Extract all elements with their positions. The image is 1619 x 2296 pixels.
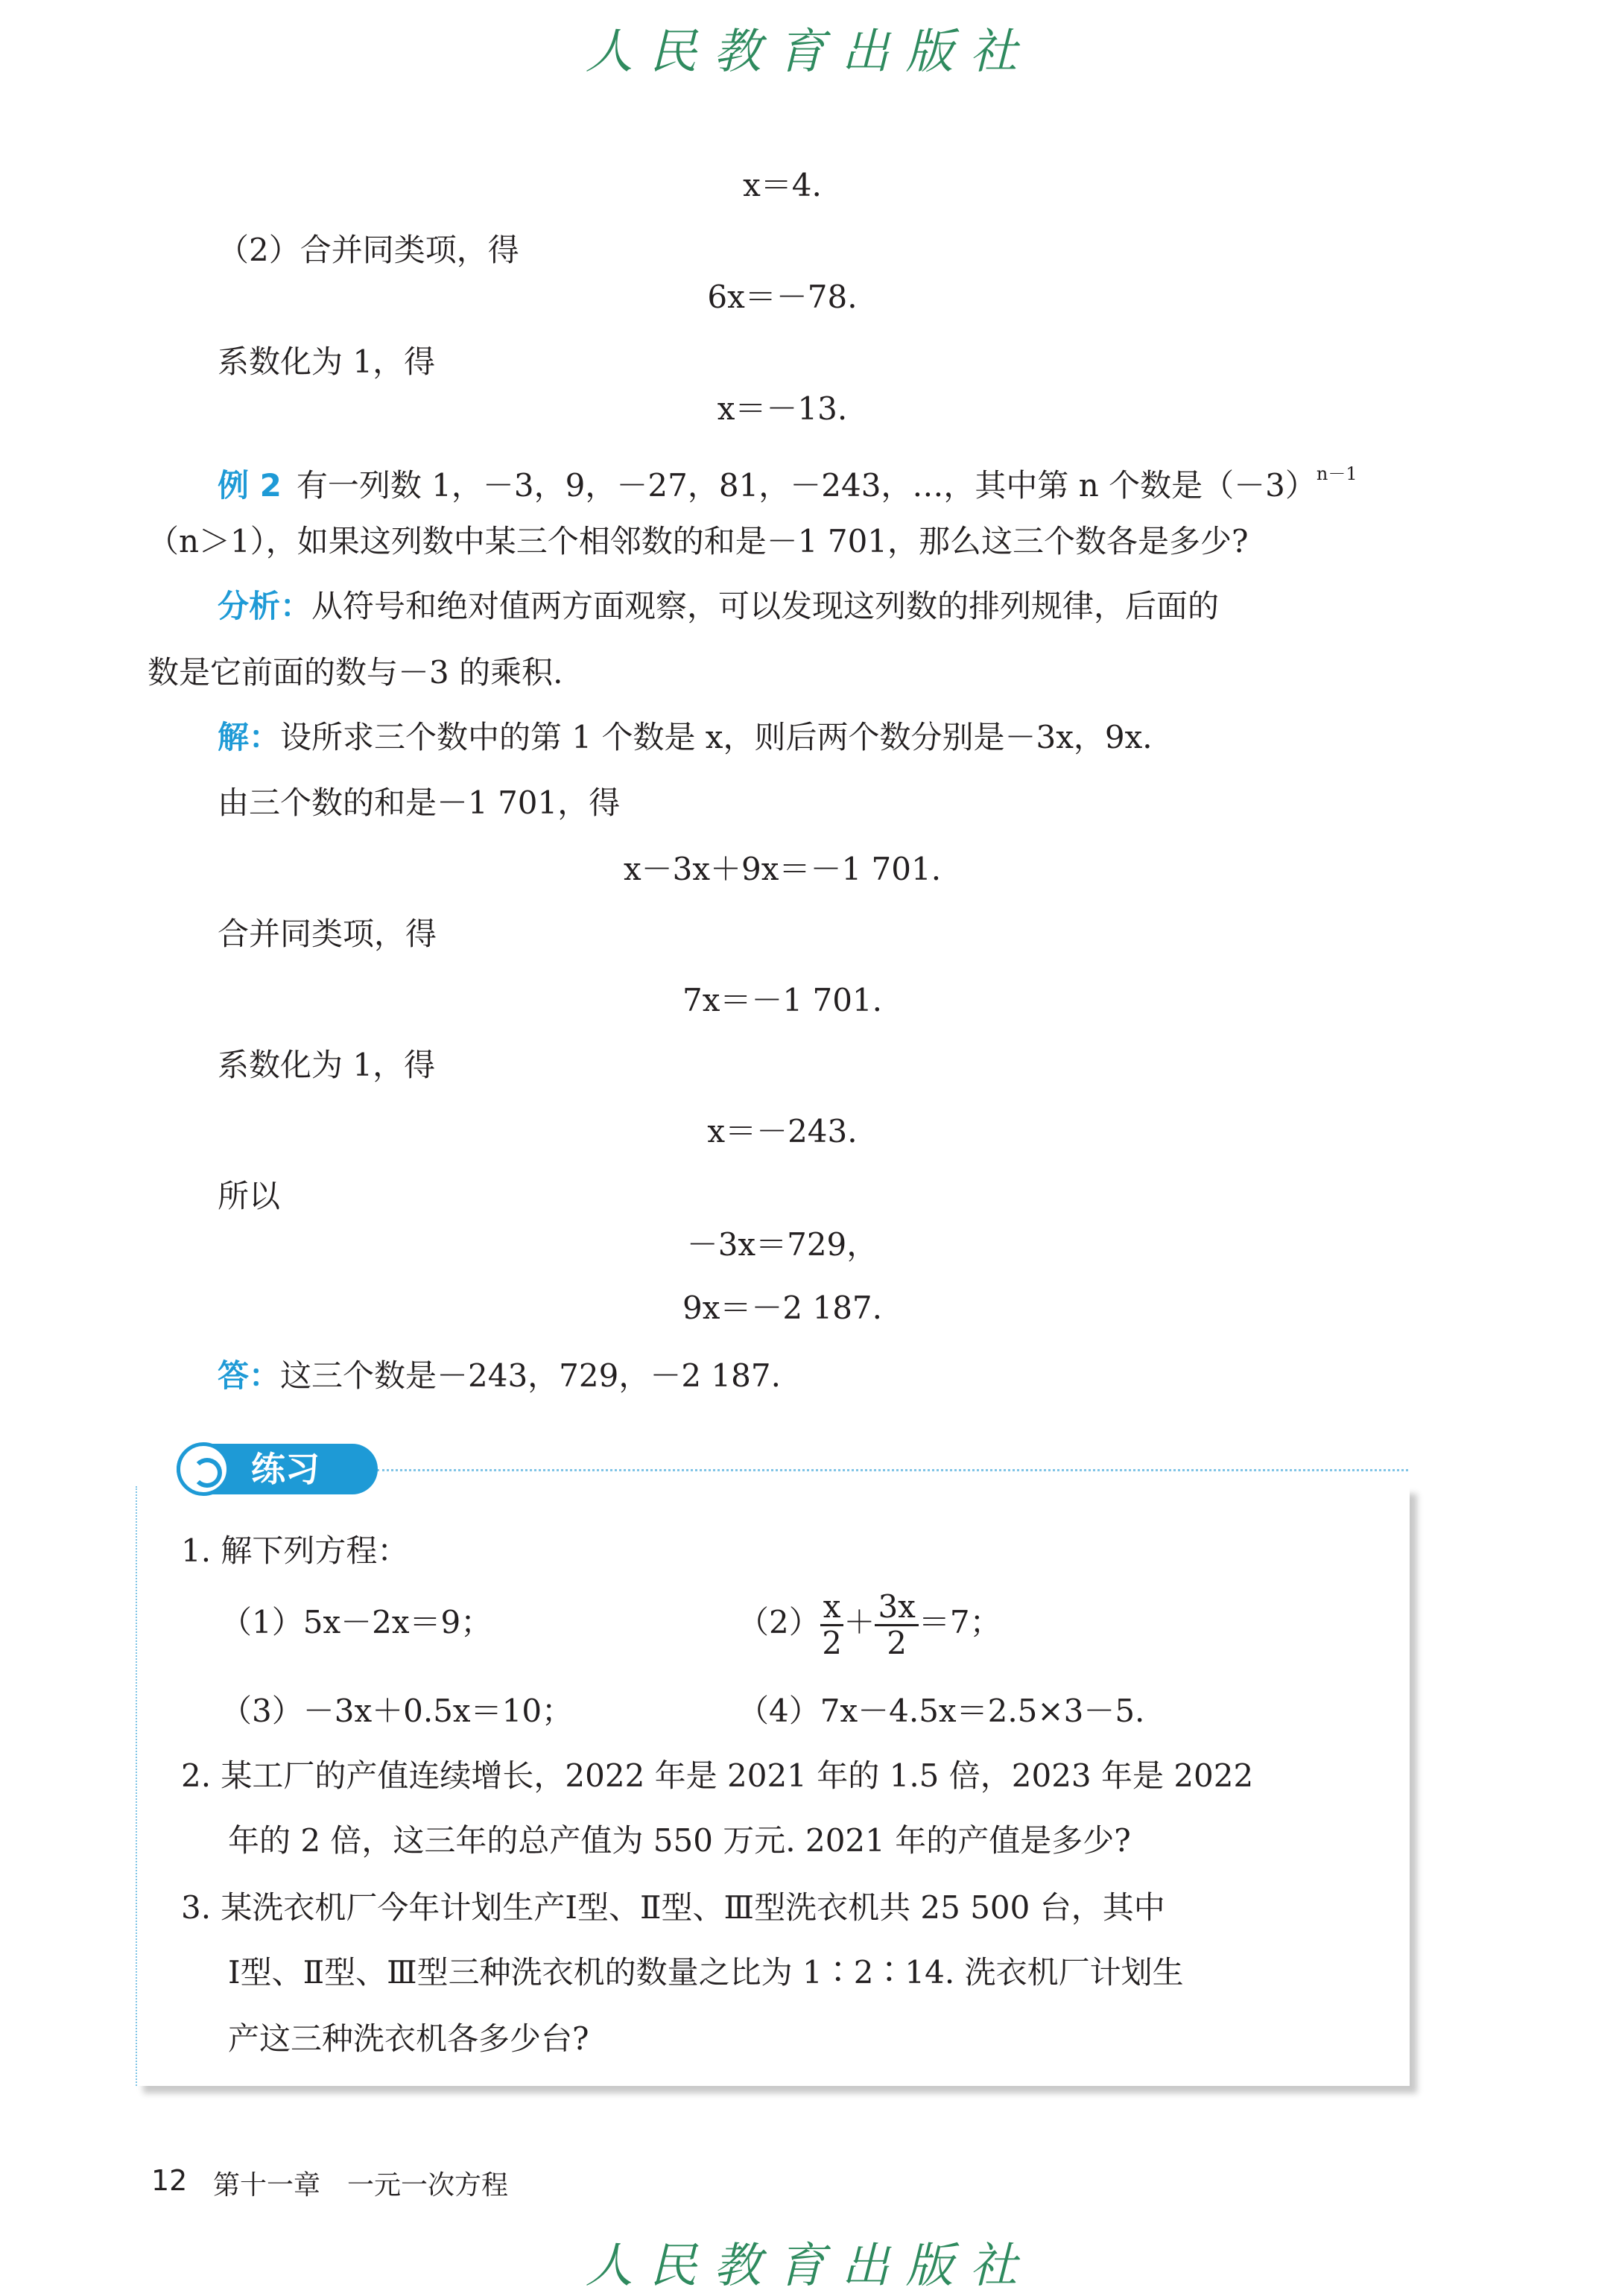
- exercise-q2-cont: 年的 2 倍，这三年的总产值为 550 万元. 2021 年的产值是多少?: [228, 1822, 1131, 1859]
- item-label: （2）: [738, 1604, 820, 1640]
- numerator: x: [820, 1590, 844, 1626]
- exponent: n－1: [1316, 463, 1357, 484]
- equation: 6x＝－78.: [707, 279, 858, 315]
- solution-text: 设所求三个数中的第 1 个数是 x，则后两个数分别是－3x，9x.: [280, 719, 1153, 755]
- equation: 9x＝－2 187.: [682, 1290, 882, 1326]
- exercise-q3: 3. 某洗衣机厂今年计划生产Ⅰ型、Ⅱ型、Ⅲ型洗衣机共 25 500 台，其中: [181, 1889, 1165, 1926]
- answer-text: 这三个数是－243，729，－2 187.: [280, 1357, 781, 1394]
- publisher-logo-footer: 人民教育出版社: [585, 2239, 1034, 2294]
- example-2-line1: [218, 451, 1357, 508]
- equation-tail: ＝7；: [918, 1604, 1001, 1640]
- analysis-line2: 数是它前面的数与－3 的乘积.: [148, 654, 563, 691]
- exercise-q2: 2. 某工厂的产值连续增长，2022 年是 2021 年的 1.5 倍，2023 年是 2022: [181, 1757, 1254, 1794]
- page-number: 12: [151, 2164, 188, 2197]
- exercise-q3-cont: 产这三种洗衣机各多少台?: [228, 2020, 589, 2057]
- equation: －3x＝729，: [686, 1226, 878, 1263]
- exercise-q1-4: （4）7x－4.5x＝2.5×3－5.: [738, 1693, 1145, 1729]
- analysis-text: 从符号和绝对值两方面观察，可以发现这列数的排列规律，后面的: [311, 588, 1220, 624]
- publisher-logo-header: 人民教育出版社: [585, 25, 1034, 80]
- solution-text: 合并同类项，得: [218, 916, 437, 952]
- answer-label: 答：: [218, 1357, 281, 1394]
- solution-text: 由三个数的和是－1 701，得: [218, 784, 621, 821]
- analysis-line1: [218, 584, 1219, 629]
- denominator: 2: [887, 1624, 907, 1661]
- equation: x＝－13.: [717, 390, 848, 427]
- example-2-line2: （n＞1），如果这列数中某三个相邻数的和是－1 701，那么这三个数各是多少?: [148, 523, 1249, 559]
- fraction: [820, 1590, 844, 1661]
- solution-text: 所以: [218, 1178, 281, 1214]
- fraction: [875, 1590, 918, 1661]
- plus: ＋: [843, 1604, 875, 1640]
- solution-text: 系数化为 1，得: [218, 1047, 436, 1083]
- analysis-label: 分析：: [218, 588, 312, 624]
- equation: x＝－243.: [707, 1113, 858, 1149]
- exercise-title: 练习: [251, 1449, 320, 1489]
- answer-line: [218, 1354, 781, 1398]
- equation: 7x＝－1 701.: [682, 982, 882, 1018]
- exercise-divider: [377, 1469, 1408, 1471]
- chapter-title: 第十一章 一元一次方程: [213, 2170, 509, 2201]
- exercise-q1: 1. 解下列方程：: [181, 1532, 409, 1569]
- exercise-q1-3: （3）－3x＋0.5x＝10；: [221, 1693, 574, 1729]
- exercise-q1-2: [738, 1583, 1001, 1662]
- solution-line1: [218, 715, 1153, 760]
- numerator: 3x: [875, 1590, 918, 1626]
- example-text: 有一列数 1，－3，9，－27，81，－243，…，其中第 n 个数是（－3）: [296, 467, 1317, 504]
- step-text: 系数化为 1，得: [218, 343, 436, 380]
- exercise-badge: [177, 1444, 378, 1494]
- example-label: 例 2: [218, 467, 282, 504]
- exercise-q3-cont: Ⅰ型、Ⅱ型、Ⅲ型三种洗衣机的数量之比为 1∶2∶14. 洗衣机厂计划生: [228, 1954, 1184, 1991]
- solution-label: 解：: [218, 719, 281, 755]
- exercise-icon: [177, 1442, 230, 1496]
- step-text: （2）合并同类项，得: [218, 232, 519, 268]
- denominator: 2: [822, 1624, 842, 1661]
- equation: x＝4.: [743, 167, 822, 203]
- equation: x－3x＋9x＝－1 701.: [623, 851, 942, 887]
- exercise-q1-1: （1）5x－2x＝9；: [221, 1604, 492, 1640]
